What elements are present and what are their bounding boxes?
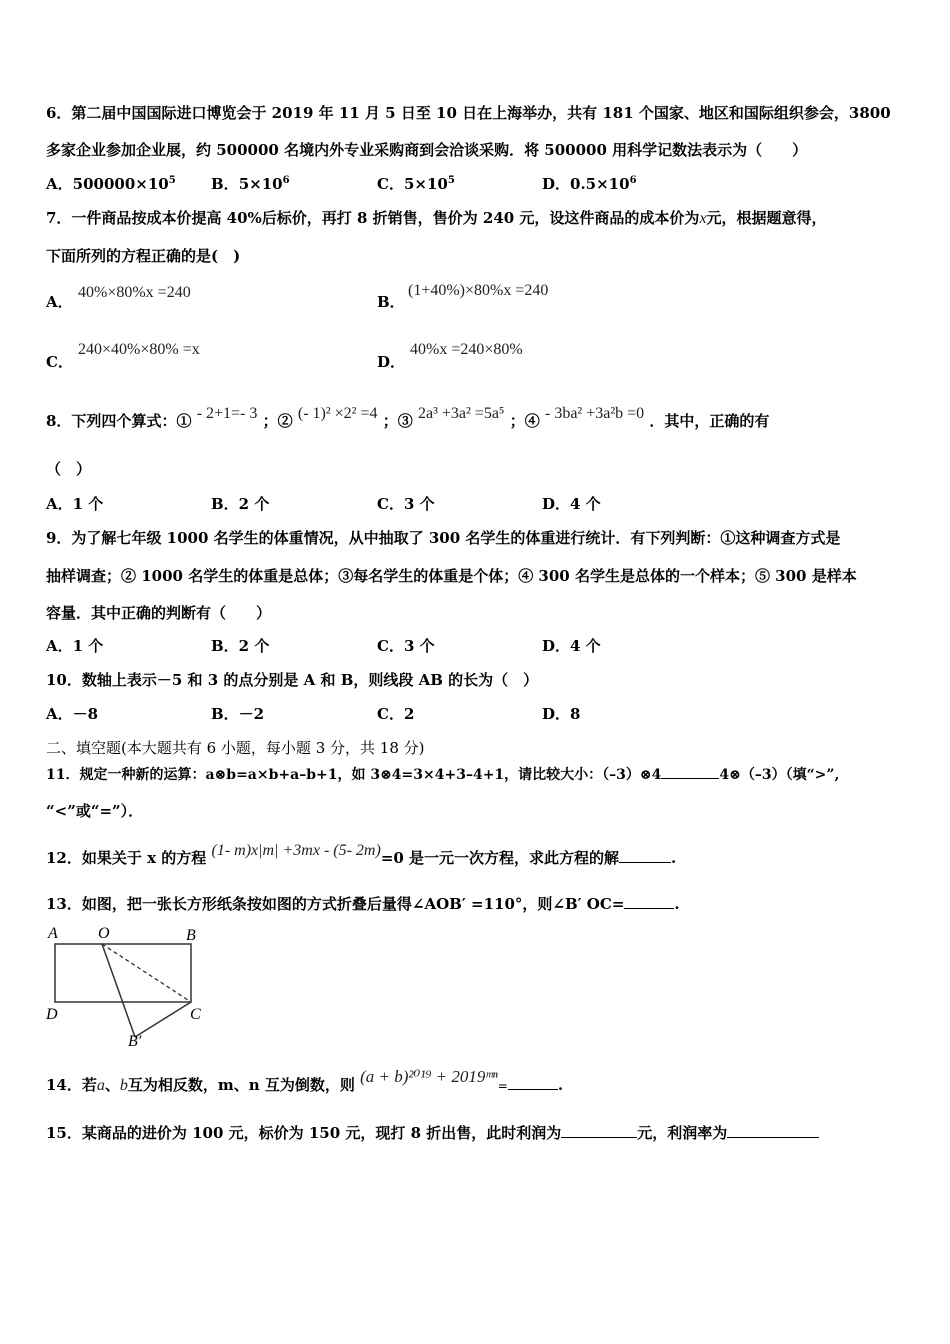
q6-line1: 6．第二届中国国际进口博览会于 2019 年 11 月 5 日至 10 日在上海举办，共有 181 个国家、地区和国际组织参会，3800 xyxy=(46,104,891,122)
q15-line: 15．某商品的进价为 100 元，标价为 150 元，现打 8 折出售，此时利润为 元，利润率为 xyxy=(46,1123,819,1143)
q7-option-d-expr: 40%x =240×80% xyxy=(410,341,523,358)
q8-option-d: D．4 个 xyxy=(542,495,601,513)
q6-line2: 多家企业参加企业展，约 500000 名境内外专业采购商到会洽谈采购．将 500000 用科学记数法表示为（ ） xyxy=(46,141,808,159)
q12-equation: (1- m)x|m| +3mx - (5- 2m) xyxy=(211,842,381,859)
q7-option-d: D． xyxy=(377,353,406,371)
q8-expr1: - 2+1=- 3 xyxy=(196,405,258,422)
q7-option-c-expr: 240×40%×80% =x xyxy=(78,341,200,358)
q6-option-c: C．$5\times 10^5$ xyxy=(377,175,455,193)
q10-option-b: B．－2 xyxy=(211,705,265,723)
paper-strip-rectangle xyxy=(55,944,191,1002)
q10-line1: 10．数轴上表示－5 和 3 的点分别是 A 和 B，则线段 AB 的长为（ ） xyxy=(46,671,539,689)
q8-expr3: 2a³ +3a² =5a⁵ xyxy=(417,405,505,422)
q10-option-d: D．8 xyxy=(542,705,581,723)
fold-line-OB-prime xyxy=(102,944,135,1037)
q6-option-d: D．$0.5\times 10^6$ xyxy=(542,175,637,193)
q14-line: 14．若a、b互为相反数，m、n 互为倒数，则 (a + b)²⁰¹⁹ + 2019ᵐⁿ= . xyxy=(46,1067,564,1094)
q6-option-a: A．$500000\times 10^5$ xyxy=(46,175,176,193)
section-title-fill-in: 二、填空题(本大题共有 6 小题，每小题 3 分，共 18 分) xyxy=(46,739,425,757)
q15-rate-blank[interactable] xyxy=(727,1123,819,1138)
fold-line-B-prime-C xyxy=(135,1002,191,1037)
q14-expression: (a + b)²⁰¹⁹ + 2019ᵐⁿ xyxy=(360,1067,498,1086)
q7-option-a: A． xyxy=(46,293,73,311)
q14-var-a: a xyxy=(96,1077,105,1094)
q9-line2: 抽样调查；② 1000 名学生的体重是总体；③每名学生的体重是个体；④ 300 名学生是总体的一个样本；⑤ 300 是样本 xyxy=(46,567,857,585)
q6-option-b: B．$5\times 10^6$ xyxy=(211,175,290,193)
q7-line1: 7．一件商品按成本价提高 40%后标价，再打 8 折销售，售价为 240 元，设这件商品的成本价为x元，根据题意得， xyxy=(46,209,827,227)
q7-line2: 下面所列的方程正确的是( ) xyxy=(46,247,241,265)
figure-label-b-prime: B′ xyxy=(128,1033,142,1050)
q8-expr4: - 3ba² +3a²b =0 xyxy=(545,405,645,422)
q8-option-a: A．1 个 xyxy=(46,495,104,513)
figure-label-d: D xyxy=(46,1006,58,1023)
q10-option-a: A．－8 xyxy=(46,705,99,723)
q13-figure xyxy=(40,922,220,1052)
q13-answer-blank[interactable] xyxy=(624,894,674,909)
figure-label-a: A xyxy=(48,925,58,942)
q10-option-c: C．2 xyxy=(377,705,415,723)
q14-var-b: b xyxy=(119,1077,128,1094)
q12-answer-blank[interactable] xyxy=(619,848,671,863)
q9-line1: 9．为了解七年级 1000 名学生的体重情况，从中抽取了 300 名学生的体重进行统计．有下列判断：①这种调查方式是 xyxy=(46,529,841,547)
q11-answer-blank[interactable] xyxy=(661,764,719,779)
q9-line3: 容量．其中正确的判断有（ ） xyxy=(46,604,272,622)
q9-option-c: C．3 个 xyxy=(377,637,435,655)
figure-label-b: B xyxy=(186,927,196,944)
fold-crease-OC xyxy=(102,944,191,1002)
q8-expr2: (- 1)² ×2² =4 xyxy=(297,405,378,422)
q9-option-d: D．4 个 xyxy=(542,637,601,655)
q8-option-c: C．3 个 xyxy=(377,495,435,513)
q15-profit-blank[interactable] xyxy=(561,1123,637,1138)
q11-line1: 11．规定一种新的运算：a⊗b=a×b+a–b+1，如 3⊗4=3×4+3–4+1，请比较大小：（–3）⊗4 4⊗（–3）（填“>”, xyxy=(46,764,839,785)
q12-line: 12．如果关于 x 的方程 (1- m)x|m| +3mx - (5- 2m)=0 是一元一次方程，求此方程的解 . xyxy=(46,842,677,867)
q11-line2: “<”或“=”）． xyxy=(46,802,144,820)
q8-option-b: B．2 个 xyxy=(211,495,270,513)
q8-paren: （ ） xyxy=(46,460,92,478)
figure-label-c: C xyxy=(190,1006,201,1023)
q7-option-c: C． xyxy=(46,353,73,371)
q14-answer-blank[interactable] xyxy=(508,1075,558,1090)
q13-line: 13．如图，把一张长方形纸条按如图的方式折叠后量得∠AOB′ =110°，则∠B′ OC= . xyxy=(46,895,680,913)
q9-option-a: A．1 个 xyxy=(46,637,104,655)
q8-line1: 8．下列四个算式：① - 2+1=- 3 ；② (- 1)² ×2² =4 ；③ 2a³ +3a² =5a⁵ ；④ - 3ba² +3a²b =0 ．其中，正确的有 xyxy=(46,405,770,430)
q9-option-b: B．2 个 xyxy=(211,637,270,655)
q7-var-x: x xyxy=(699,210,707,227)
q7-option-b: B． xyxy=(377,293,405,311)
q7-option-b-expr: (1+40%)×80%x =240 xyxy=(408,282,549,299)
q7-option-a-expr: 40%×80%x =240 xyxy=(78,284,191,301)
figure-label-o: O xyxy=(98,925,110,942)
